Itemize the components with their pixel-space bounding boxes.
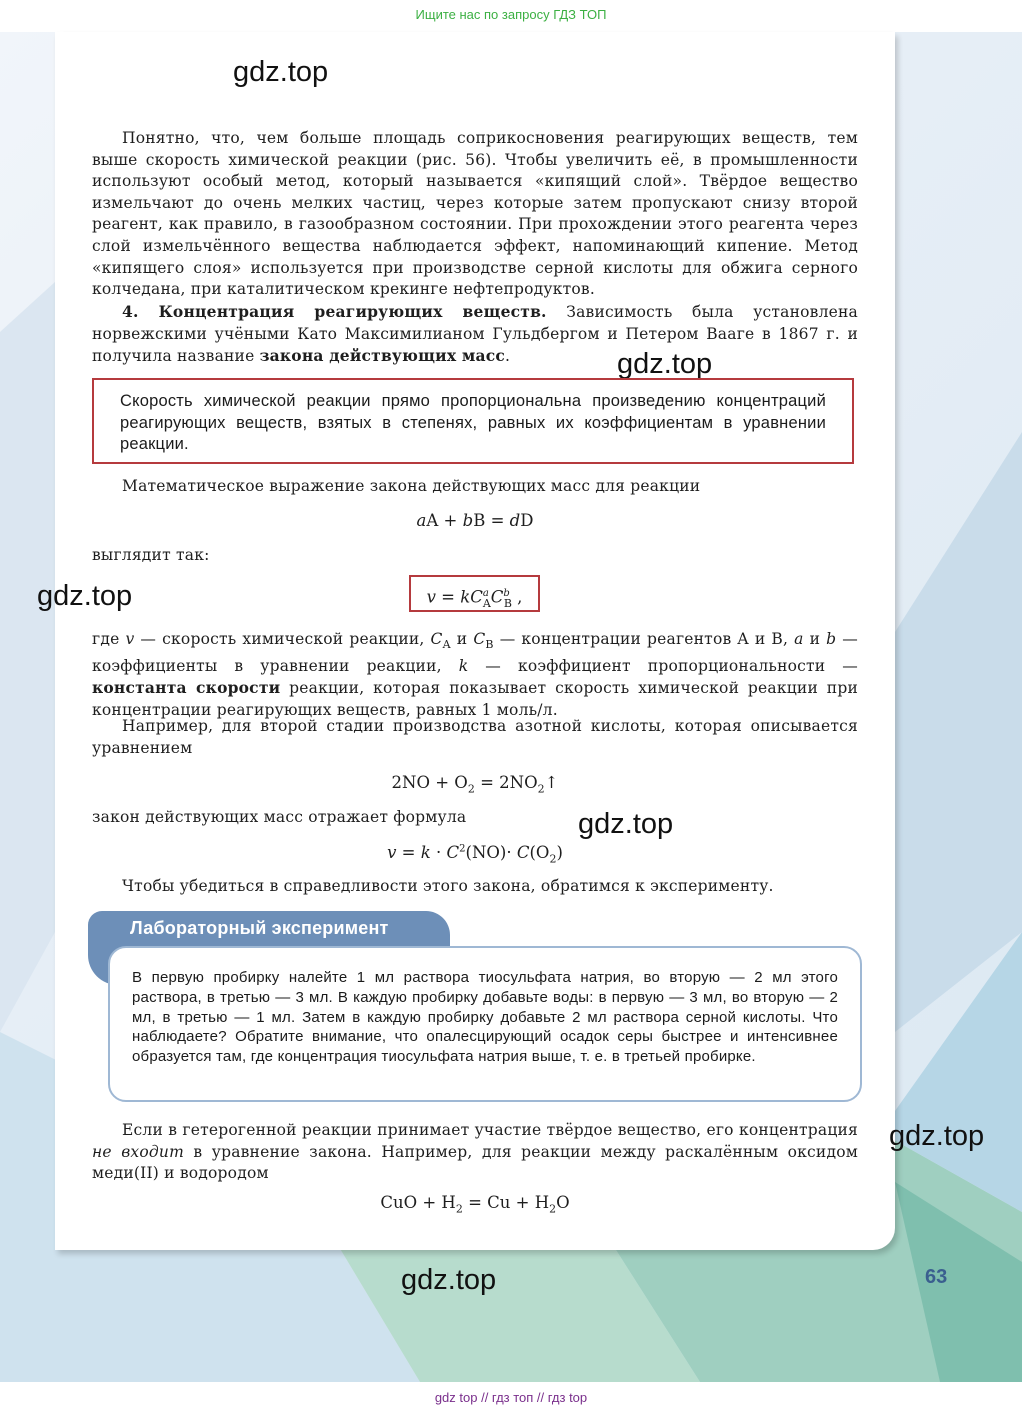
formula-mass-action-box: $v = kC^a_AC^b_B$ , [409,575,540,612]
formula-no-oxidation: $2NO + O_2$ = $2NO_2↑$ [391,773,559,796]
lab-experiment-box [108,946,862,1102]
paragraph-example-nitric: Например, для второй стадии производства азотной кислоты, которая описывается уравнением [92,717,858,757]
watermark: gdz.top [889,1120,985,1152]
watermark: gdz.top [617,348,713,380]
formula-cuo-h2: CuO + $H_2 = Cu + H_2O$ [380,1193,570,1216]
bottom-banner: gdz top // гдз топ // гдз top [434,1390,588,1405]
watermark: gdz.top [37,580,133,612]
watermark: gdz.top [401,1264,497,1296]
paragraph-kipyashchiy-sloy: Понятно, что, чем больше площадь соприкосновения реагирующих веществ, тем выше скорость химической реакции (рис. 56). Чтобы увеличить её, в промышленности используют особый метод, который называется «кипящий слой». Твёрдое вещество измельчают до очень мелких частиц, через которые затем пропускают снизу второй реагент, как правило, в газообразном состоянии. При прохождении этого реагента через слой измельчённого вещества наблюдается эффект, напоминающий кипение. Метод «кипящего слоя» используется при производстве серной кислоты для обжига серного колчедана, при каталитическом крекинге нефтепродуктов. [92,129,858,299]
rule-box [92,378,854,464]
paragraph-math-expression: Математическое выражение закона действующих масс для реакции [122,477,701,495]
top-banner: Ищите нас по запросу ГДЗ ТОП [415,7,607,22]
paragraph-heterogeneous: Если в гетерогенной реакции принимает участие твёрдое вещество, его концентрация не входит в уравнение закона. Например, для реакции между раскалённым оксидом меди(II) и водородом [92,1121,858,1183]
rule-text: Скорость химической реакции прямо пропорциональна произведению концентраций реагирующих веществ, взятых в степенях, равных их коэффициентам в уравнении реакции. [120,392,826,453]
formula-rate-no: $v = k \cdot C^2(NO)\cdot C(O_2)$ [387,843,563,866]
watermark: gdz.top [578,808,674,840]
paragraph-concentration: 4. Концентрация реагирующих веществ. Зависимость была установлена норвежскими учёными Като Максимилианом Гульдбергом и Петером Вааге в 1867 г. и получила название закона действующих масс. [92,302,858,366]
formula-reaction: aA + bB = dD [416,511,534,530]
paragraph-definitions: где v — скорость химической реакции, $C_A$ и $C_B$ — концентрации реагентов A и B, a и b — коэффициенты в уравнении реакции, k — коэффициент пропорциональности — константа скорости реакции, которая показывает скорость химической реакции при концентрации реагирующих веществ, равных 1 моль/л. [92,630,858,719]
paragraph-experiment-intro: Чтобы убедиться в справедливости этого закона, обратимся к эксперименту. [122,877,774,895]
paragraph-law-formula: закон действующих масс отражает формула [92,808,467,826]
page-number: 63 [925,1266,948,1288]
lab-text: В первую пробирку налейте 1 мл раствора тиосульфата натрия, во вторую — 2 мл этого раствора, в третью — 3 мл. В каждую пробирку добавьте воды: в первую — 3 мл, во вторую — 2 мл, в третью — 1 мл. Затем в каждую пробирку добавьте 2 мл раствора серной кислоты. Что наблюдаете? Обратите внимание, что опалесцирующий осадок серы быстрее и интенсивнее образуется там, где концентрация тиосульфата натрия выше, т. е. в третьей пробирке. [132,969,838,1066]
paragraph-looks-like: выглядит так: [92,546,210,564]
lab-title: Лабораторный эксперимент [130,918,389,938]
watermark: gdz.top [233,56,329,88]
